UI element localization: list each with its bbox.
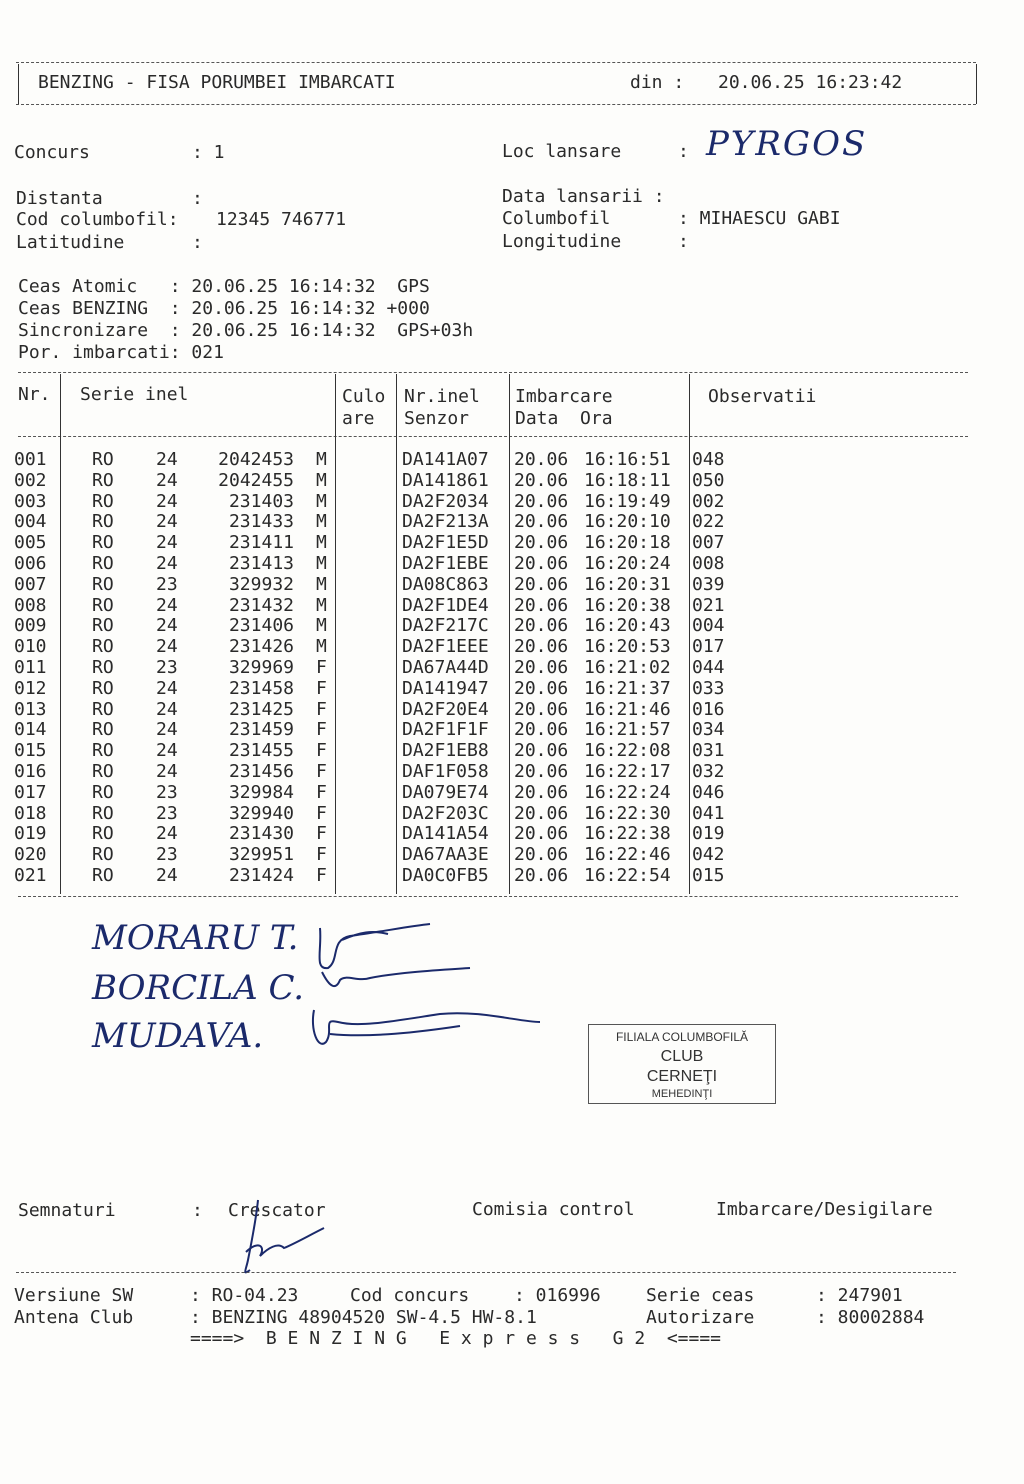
longitudine-value: : bbox=[678, 231, 689, 252]
cell-sensor: DA2F1EB8 bbox=[402, 740, 489, 762]
th-nr-inel-1: Nr.inel bbox=[404, 386, 480, 407]
benzing-banner: ====> B E N Z I N G E x p r e s s G 2 <==== bbox=[190, 1328, 722, 1349]
cell-sex: F bbox=[316, 781, 327, 803]
cell-sensor: DA141861 bbox=[402, 469, 489, 491]
cell-sensor: DA2F1DE4 bbox=[402, 594, 489, 616]
cell-obs: 002 bbox=[692, 490, 725, 512]
cell-serial: 231426 bbox=[228, 636, 294, 658]
cell-date: 20.06 bbox=[514, 740, 569, 762]
cell-country: RO bbox=[92, 761, 114, 782]
cell-obs: 032 bbox=[692, 761, 725, 782]
cell-time: 16:22:17 bbox=[584, 761, 671, 782]
header-din-label: din : bbox=[630, 72, 685, 93]
cell-nr: 011 bbox=[14, 657, 47, 678]
cell-date: 20.06 bbox=[514, 636, 569, 658]
cell-year: 24 bbox=[156, 865, 178, 886]
th-nr-inel-2: Senzor bbox=[404, 408, 470, 429]
columbofil-value: : MIHAESCU GABI bbox=[678, 208, 841, 229]
serie-ceas-value: : 247901 bbox=[816, 1285, 903, 1306]
cell-nr: 012 bbox=[14, 677, 47, 699]
cell-sensor: DA2F20E4 bbox=[402, 698, 489, 720]
club-stamp bbox=[588, 1024, 776, 1104]
cell-year: 24 bbox=[156, 615, 178, 637]
cell-date: 20.06 bbox=[514, 677, 569, 699]
cell-obs: 042 bbox=[692, 844, 725, 866]
cell-time: 16:20:43 bbox=[584, 615, 671, 637]
cell-serial: 231455 bbox=[228, 740, 294, 762]
cell-sensor: DA67A44D bbox=[402, 657, 489, 678]
cell-sex: F bbox=[316, 657, 327, 678]
cell-obs: 031 bbox=[692, 740, 725, 762]
cell-obs: 008 bbox=[692, 553, 725, 574]
cell-date: 20.06 bbox=[514, 449, 569, 470]
cell-year: 24 bbox=[156, 761, 178, 782]
cell-nr: 006 bbox=[14, 553, 47, 574]
cell-nr: 001 bbox=[14, 449, 47, 470]
cell-year: 24 bbox=[156, 594, 178, 616]
cell-nr: 007 bbox=[14, 573, 47, 595]
cell-serial: 231432 bbox=[228, 594, 294, 616]
cell-country: RO bbox=[92, 719, 114, 741]
cell-sensor: DA141A54 bbox=[402, 823, 489, 845]
cell-country: RO bbox=[92, 657, 114, 678]
cell-sex: F bbox=[316, 677, 327, 699]
cell-time: 16:22:46 bbox=[584, 844, 671, 866]
cell-time: 16:20:18 bbox=[584, 532, 671, 554]
cell-serial: 231403 bbox=[228, 490, 294, 512]
signature-scribbles bbox=[300, 910, 560, 1070]
loc-lansare-sep: : bbox=[678, 141, 689, 162]
cell-country: RO bbox=[92, 490, 114, 512]
cell-year: 24 bbox=[156, 698, 178, 720]
versiune-value: : RO-04.23 bbox=[190, 1285, 299, 1306]
cell-date: 20.06 bbox=[514, 532, 569, 554]
th-serie-inel: Serie inel bbox=[80, 384, 189, 405]
cell-sensor: DA2F213A bbox=[402, 511, 489, 533]
latitudine-label: Latitudine bbox=[16, 232, 125, 253]
cell-year: 23 bbox=[156, 802, 178, 824]
cell-nr: 015 bbox=[14, 740, 47, 762]
cell-sensor: DA2F217C bbox=[402, 615, 489, 637]
cell-date: 20.06 bbox=[514, 553, 569, 574]
cell-obs: 048 bbox=[692, 449, 725, 470]
cell-date: 20.06 bbox=[514, 719, 569, 741]
cell-sex: F bbox=[316, 740, 327, 762]
cell-serial: 231425 bbox=[228, 698, 294, 720]
antena-label: Antena Club bbox=[14, 1307, 134, 1328]
cell-sex: F bbox=[316, 761, 327, 782]
col-sep-serie bbox=[335, 374, 336, 894]
cell-country: RO bbox=[92, 823, 114, 845]
cell-time: 16:21:46 bbox=[584, 698, 671, 720]
stamp-line-4: MEHEDINŢI bbox=[651, 1088, 713, 1100]
cell-year: 24 bbox=[156, 532, 178, 554]
cell-sensor: DA2F1EBE bbox=[402, 553, 489, 574]
cell-obs: 021 bbox=[692, 594, 725, 616]
cell-sex: M bbox=[316, 573, 327, 595]
cell-serial: 2042453 bbox=[218, 449, 294, 470]
cell-time: 16:22:30 bbox=[584, 802, 671, 824]
cell-obs: 039 bbox=[692, 573, 725, 595]
cell-country: RO bbox=[92, 677, 114, 699]
cell-obs: 022 bbox=[692, 511, 725, 533]
cell-country: RO bbox=[92, 698, 114, 720]
cell-nr: 010 bbox=[14, 636, 47, 658]
antena-value: : BENZING 48904520 SW-4.5 HW-8.1 bbox=[190, 1307, 537, 1328]
cell-time: 16:18:11 bbox=[584, 469, 671, 491]
cell-date: 20.06 bbox=[514, 490, 569, 512]
cell-sex: M bbox=[316, 553, 327, 574]
serie-ceas-label: Serie ceas bbox=[646, 1285, 755, 1306]
handwritten-name-2: BORCILA C. bbox=[92, 968, 305, 1008]
semnaturi-label: Semnaturi bbox=[18, 1200, 116, 1221]
cell-obs: 034 bbox=[692, 719, 725, 741]
header-right-border bbox=[976, 64, 977, 104]
cell-date: 20.06 bbox=[514, 594, 569, 616]
cell-sex: M bbox=[316, 449, 327, 470]
cell-serial: 329932 bbox=[228, 573, 294, 595]
cell-year: 24 bbox=[156, 677, 178, 699]
cell-year: 24 bbox=[156, 740, 178, 762]
cell-nr: 004 bbox=[14, 511, 47, 533]
longitudine-label: Longitudine bbox=[502, 231, 622, 252]
cell-date: 20.06 bbox=[514, 781, 569, 803]
cell-date: 20.06 bbox=[514, 657, 569, 678]
stamp-line-1: FILIALA COLUMBOFILĂ bbox=[615, 1030, 749, 1044]
cell-date: 20.06 bbox=[514, 615, 569, 637]
cell-time: 16:20:10 bbox=[584, 511, 671, 533]
cell-serial: 231430 bbox=[228, 823, 294, 845]
cell-sensor: DA2F1F1F bbox=[402, 719, 489, 741]
cell-date: 20.06 bbox=[514, 511, 569, 533]
cell-sex: F bbox=[316, 802, 327, 824]
cell-date: 20.06 bbox=[514, 802, 569, 824]
cell-serial: 231406 bbox=[228, 615, 294, 637]
cell-sensor: DA141A07 bbox=[402, 449, 489, 470]
cell-sex: M bbox=[316, 636, 327, 658]
cell-serial: 231458 bbox=[228, 677, 294, 699]
cell-time: 16:22:38 bbox=[584, 823, 671, 845]
col-sep-culoare bbox=[396, 374, 397, 894]
cell-obs: 019 bbox=[692, 823, 725, 845]
ceas-atomic: Ceas Atomic : 20.06.25 16:14:32 GPS bbox=[18, 276, 430, 297]
cell-nr: 021 bbox=[14, 865, 47, 886]
cell-obs: 044 bbox=[692, 657, 725, 678]
cell-sensor: DA2F2034 bbox=[402, 490, 489, 512]
th-nr: Nr. bbox=[18, 384, 51, 405]
cell-country: RO bbox=[92, 740, 114, 762]
cell-sensor: DA2F1EEE bbox=[402, 636, 489, 658]
cell-nr: 013 bbox=[14, 698, 47, 720]
cell-time: 16:19:49 bbox=[584, 490, 671, 512]
cell-sensor: DA079E74 bbox=[402, 781, 489, 803]
th-culoare-2: are bbox=[342, 408, 375, 429]
cell-sensor: DA08C863 bbox=[402, 573, 489, 595]
cell-serial: 231411 bbox=[228, 532, 294, 554]
distanta-value: : bbox=[192, 188, 203, 209]
ceas-benzing: Ceas BENZING : 20.06.25 16:14:32 +000 bbox=[18, 298, 430, 319]
cell-sex: M bbox=[316, 615, 327, 637]
cell-time: 16:16:51 bbox=[584, 449, 671, 470]
stamp-line-2: CLUB bbox=[660, 1048, 704, 1065]
cell-nr: 005 bbox=[14, 532, 47, 554]
cell-sensor: DA2F1E5D bbox=[402, 532, 489, 554]
versiune-label: Versiune SW bbox=[14, 1285, 134, 1306]
footer-separator bbox=[16, 1272, 956, 1273]
cell-year: 24 bbox=[156, 636, 178, 658]
cell-date: 20.06 bbox=[514, 844, 569, 866]
cell-time: 16:20:53 bbox=[584, 636, 671, 658]
cell-date: 20.06 bbox=[514, 823, 569, 845]
cell-nr: 019 bbox=[14, 823, 47, 845]
cell-sex: F bbox=[316, 865, 327, 886]
cell-obs: 033 bbox=[692, 677, 725, 699]
th-imbarcare-1: Imbarcare bbox=[515, 386, 613, 407]
table-header-border bbox=[18, 436, 968, 437]
cell-obs: 050 bbox=[692, 469, 725, 491]
cell-obs: 041 bbox=[692, 802, 725, 824]
cell-nr: 008 bbox=[14, 594, 47, 616]
cell-country: RO bbox=[92, 469, 114, 491]
cell-year: 24 bbox=[156, 719, 178, 741]
data-lansarii-label: Data lansarii : bbox=[502, 186, 665, 207]
cell-time: 16:22:54 bbox=[584, 865, 671, 886]
handwritten-name-3: MUDAVA. bbox=[92, 1016, 264, 1056]
cell-sensor: DA0C0FB5 bbox=[402, 865, 489, 886]
imbarcare-desigilare-label: Imbarcare/Desigilare bbox=[716, 1199, 933, 1220]
cell-year: 23 bbox=[156, 657, 178, 678]
cell-obs: 007 bbox=[692, 532, 725, 554]
cell-serial: 231456 bbox=[228, 761, 294, 782]
cell-date: 20.06 bbox=[514, 698, 569, 720]
cell-sex: M bbox=[316, 490, 327, 512]
autorizare-label: Autorizare bbox=[646, 1307, 755, 1328]
crescator-label: Crescator bbox=[228, 1200, 326, 1221]
cell-country: RO bbox=[92, 802, 114, 824]
concurs-label: Concurs bbox=[14, 142, 90, 163]
cell-serial: 231413 bbox=[228, 553, 294, 574]
cell-time: 16:20:31 bbox=[584, 573, 671, 595]
cell-country: RO bbox=[92, 615, 114, 637]
cell-sensor: DA141947 bbox=[402, 677, 489, 699]
cell-serial: 231459 bbox=[228, 719, 294, 741]
cell-nr: 017 bbox=[14, 781, 47, 803]
cell-serial: 329984 bbox=[228, 781, 294, 803]
cell-obs: 016 bbox=[692, 698, 725, 720]
header-din-value: 20.06.25 16:23:42 bbox=[718, 72, 903, 93]
cell-country: RO bbox=[92, 781, 114, 803]
cell-serial: 329940 bbox=[228, 802, 294, 824]
cell-nr: 002 bbox=[14, 469, 47, 491]
cell-sex: M bbox=[316, 469, 327, 491]
crescator-signature bbox=[228, 1190, 338, 1280]
cell-nr: 003 bbox=[14, 490, 47, 512]
table-top-border bbox=[18, 372, 968, 373]
cod-concurs-label: Cod concurs bbox=[350, 1285, 470, 1306]
cell-sex: F bbox=[316, 698, 327, 720]
cell-year: 23 bbox=[156, 573, 178, 595]
cell-year: 23 bbox=[156, 844, 178, 866]
cell-obs: 015 bbox=[692, 865, 725, 886]
col-sep-nr bbox=[60, 374, 61, 894]
cell-country: RO bbox=[92, 844, 114, 866]
header-left-border bbox=[18, 64, 19, 104]
distanta-label: Distanta bbox=[16, 188, 103, 209]
cell-year: 23 bbox=[156, 781, 178, 803]
cell-country: RO bbox=[92, 449, 114, 470]
cell-year: 24 bbox=[156, 469, 178, 491]
cell-time: 16:22:08 bbox=[584, 740, 671, 762]
cell-obs: 004 bbox=[692, 615, 725, 637]
cell-sex: M bbox=[316, 594, 327, 616]
header-top-border bbox=[16, 62, 976, 63]
cell-time: 16:20:24 bbox=[584, 553, 671, 574]
header-bottom-border bbox=[16, 104, 976, 105]
concurs-value: : 1 bbox=[192, 142, 225, 163]
cell-year: 24 bbox=[156, 823, 178, 845]
cell-sensor: DAF1F058 bbox=[402, 761, 489, 782]
col-sep-senzor bbox=[509, 374, 510, 894]
latitudine-value: : bbox=[192, 232, 203, 253]
cell-country: RO bbox=[92, 511, 114, 533]
cell-nr: 009 bbox=[14, 615, 47, 637]
cell-obs: 046 bbox=[692, 781, 725, 803]
cell-sensor: DA2F203C bbox=[402, 802, 489, 824]
cell-sex: M bbox=[316, 532, 327, 554]
cell-sensor: DA67AA3E bbox=[402, 844, 489, 866]
cell-serial: 231433 bbox=[228, 511, 294, 533]
th-culoare-1: Culo bbox=[342, 386, 386, 407]
cell-country: RO bbox=[92, 573, 114, 595]
cell-nr: 018 bbox=[14, 802, 47, 824]
cell-time: 16:21:57 bbox=[584, 719, 671, 741]
comisia-control-label: Comisia control bbox=[472, 1199, 635, 1220]
cell-time: 16:21:02 bbox=[584, 657, 671, 678]
cell-country: RO bbox=[92, 636, 114, 658]
cell-serial: 329969 bbox=[228, 657, 294, 678]
loc-lansare-handwritten: PYRGOS bbox=[706, 124, 868, 164]
columbofil-label: Columbofil bbox=[502, 208, 611, 229]
th-imbarcare-2: Data Ora bbox=[515, 408, 613, 429]
cell-serial: 329951 bbox=[228, 844, 294, 866]
cell-country: RO bbox=[92, 865, 114, 886]
header-title: BENZING - FISA PORUMBEI IMBARCATI bbox=[38, 72, 396, 93]
cell-nr: 014 bbox=[14, 719, 47, 741]
cell-nr: 016 bbox=[14, 761, 47, 782]
cell-serial: 2042455 bbox=[218, 469, 294, 491]
cell-sex: F bbox=[316, 823, 327, 845]
stamp-line-3: CERNEŢI bbox=[646, 1068, 718, 1085]
cell-date: 20.06 bbox=[514, 761, 569, 782]
cod-concurs-value: : 016996 bbox=[514, 1285, 601, 1306]
cod-columbofil-label: Cod columbofil: bbox=[16, 209, 179, 230]
table-bottom-border bbox=[18, 896, 958, 897]
sincronizare: Sincronizare : 20.06.25 16:14:32 GPS+03h bbox=[18, 320, 474, 341]
th-observatii: Observatii bbox=[708, 386, 817, 407]
cell-country: RO bbox=[92, 532, 114, 554]
cell-sex: F bbox=[316, 719, 327, 741]
col-sep-imbarcare bbox=[689, 374, 690, 894]
cell-nr: 020 bbox=[14, 844, 47, 866]
semnaturi-sep: : bbox=[192, 1200, 203, 1221]
cell-country: RO bbox=[92, 594, 114, 616]
handwritten-name-1: MORARU T. bbox=[92, 918, 299, 958]
cell-sex: F bbox=[316, 844, 327, 866]
cell-date: 20.06 bbox=[514, 865, 569, 886]
cell-time: 16:20:38 bbox=[584, 594, 671, 616]
cell-time: 16:22:24 bbox=[584, 781, 671, 803]
cell-time: 16:21:37 bbox=[584, 677, 671, 699]
loc-lansare-label: Loc lansare bbox=[502, 141, 622, 162]
cell-date: 20.06 bbox=[514, 469, 569, 491]
cell-country: RO bbox=[92, 553, 114, 574]
cell-year: 24 bbox=[156, 449, 178, 470]
cell-year: 24 bbox=[156, 490, 178, 512]
por-imbarcati: Por. imbarcati: 021 bbox=[18, 342, 224, 363]
cell-obs: 017 bbox=[692, 636, 725, 658]
cod-columbofil-value: 12345 746771 bbox=[216, 209, 347, 230]
cell-date: 20.06 bbox=[514, 573, 569, 595]
cell-year: 24 bbox=[156, 553, 178, 574]
cell-serial: 231424 bbox=[228, 865, 294, 886]
autorizare-value: : 80002884 bbox=[816, 1307, 925, 1328]
cell-year: 24 bbox=[156, 511, 178, 533]
cell-sex: M bbox=[316, 511, 327, 533]
